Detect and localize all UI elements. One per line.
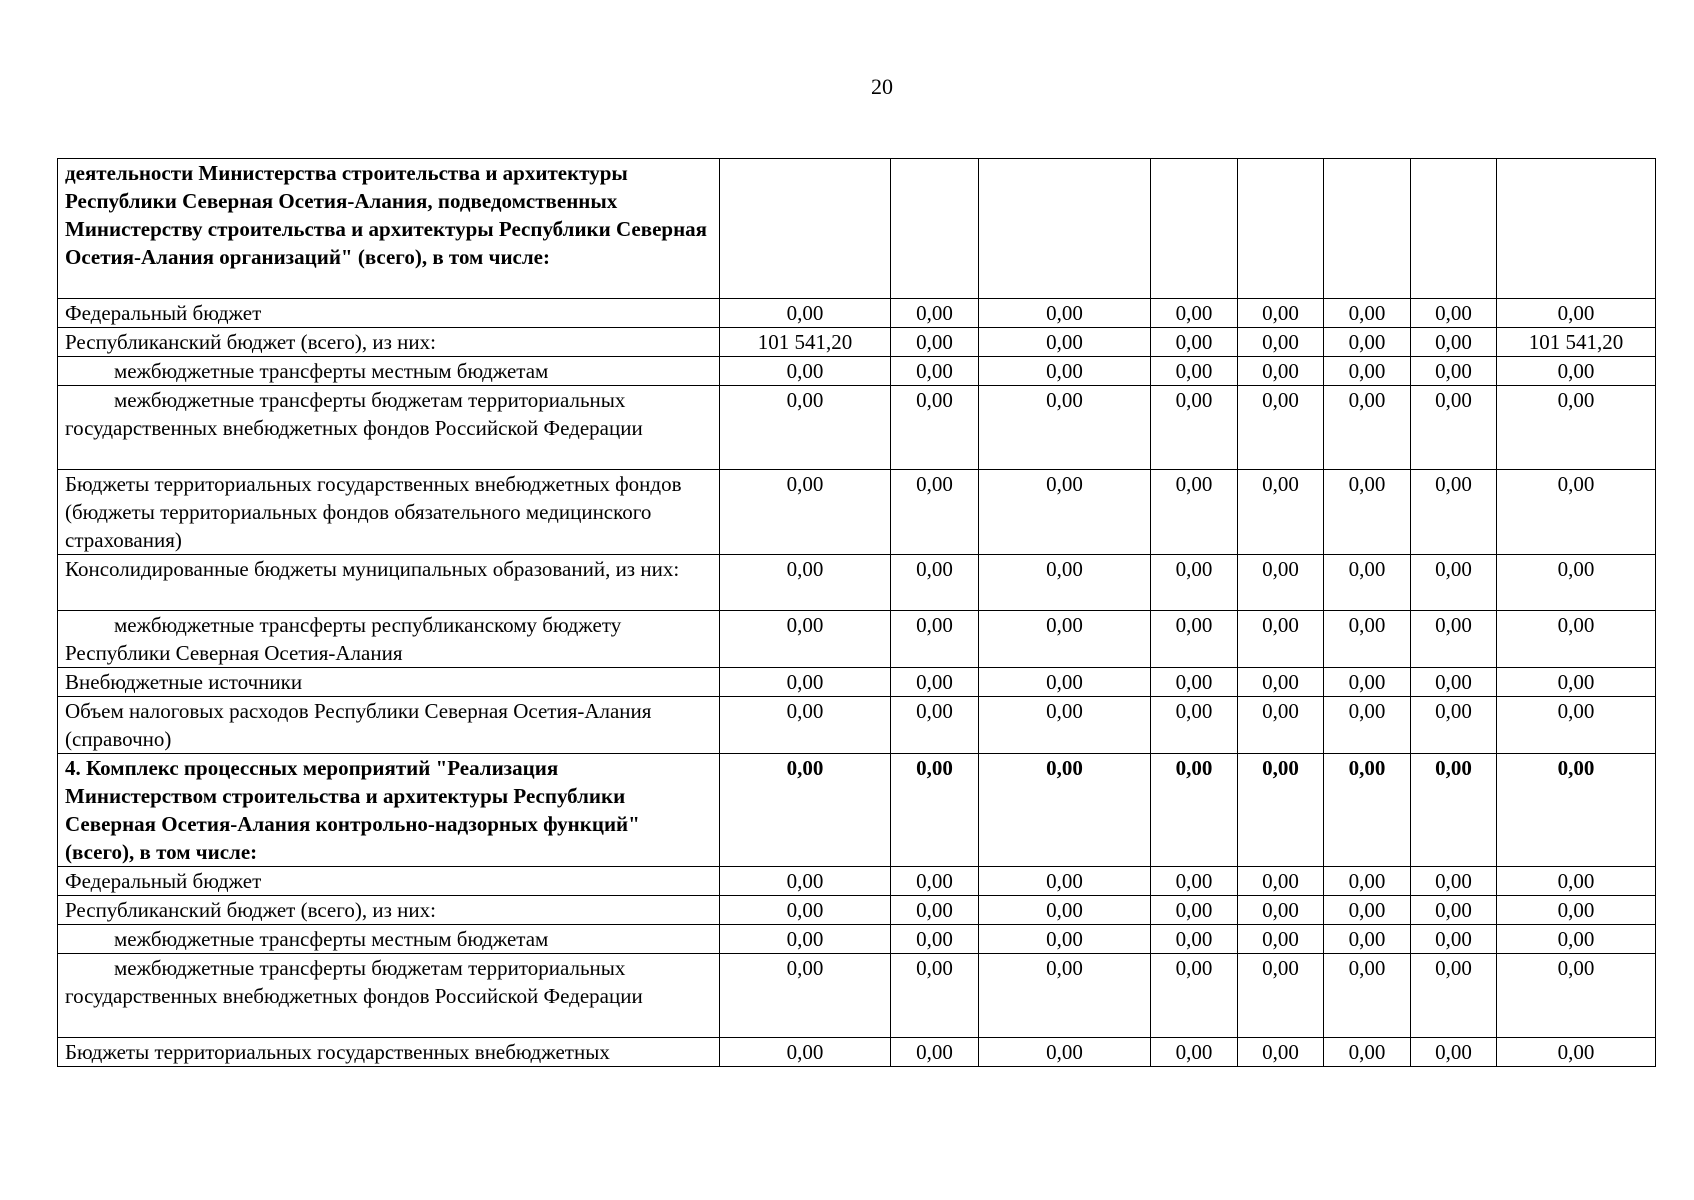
value-cell: 0,00 [979,867,1151,896]
value-cell: 0,00 [979,386,1151,470]
row-label: Бюджеты территориальных государственных внебюджетных [58,1038,720,1067]
value-cell: 0,00 [1411,954,1497,1038]
value-cell: 0,00 [720,386,891,470]
value-cell: 0,00 [1151,925,1238,954]
value-cell: 0,00 [1324,954,1411,1038]
table-row [58,555,1656,611]
value-cell: 0,00 [979,470,1151,555]
table-row [58,925,1656,954]
value-cell: 0,00 [720,357,891,386]
value-cell [720,159,891,299]
table-row [58,697,1656,754]
value-cell: 0,00 [1411,470,1497,555]
row-label: Бюджеты территориальных государственных внебюджетных фондов (бюджеты территориальных фондов обязательного медицинского страхования) [58,470,720,555]
value-cell: 0,00 [720,896,891,925]
value-cell: 0,00 [891,357,979,386]
value-cell: 0,00 [1238,611,1324,668]
value-cell: 0,00 [891,754,979,867]
value-cell: 0,00 [720,299,891,328]
value-cell: 0,00 [1238,555,1324,611]
value-cell: 0,00 [1238,925,1324,954]
value-cell: 0,00 [1324,668,1411,697]
value-cell [1497,159,1656,299]
value-cell: 0,00 [1497,386,1656,470]
value-cell: 0,00 [979,1038,1151,1067]
value-cell: 0,00 [1497,299,1656,328]
row-label: Объем налоговых расходов Республики Северная Осетия-Алания (справочно) [58,697,720,754]
value-cell: 0,00 [1324,697,1411,754]
budget-table-body [58,159,1656,1067]
value-cell: 0,00 [1151,328,1238,357]
value-cell: 0,00 [891,328,979,357]
value-cell: 0,00 [1324,299,1411,328]
value-cell: 0,00 [1497,867,1656,896]
value-cell: 0,00 [891,668,979,697]
value-cell: 0,00 [1497,470,1656,555]
value-cell: 0,00 [1411,697,1497,754]
page-number: 20 [871,74,893,99]
value-cell: 0,00 [1411,867,1497,896]
value-cell: 0,00 [1497,668,1656,697]
row-label: Консолидированные бюджеты муниципальных образований, из них: [58,555,720,611]
value-cell: 0,00 [1151,611,1238,668]
value-cell: 0,00 [1497,555,1656,611]
value-cell: 0,00 [1411,328,1497,357]
value-cell: 0,00 [720,925,891,954]
value-cell: 0,00 [1238,357,1324,386]
value-cell: 0,00 [1151,555,1238,611]
row-label: Республиканский бюджет (всего), из них: [58,896,720,925]
value-cell: 0,00 [1324,470,1411,555]
value-cell: 0,00 [891,555,979,611]
value-cell: 0,00 [1238,867,1324,896]
value-cell: 0,00 [1324,611,1411,668]
row-label: Федеральный бюджет [58,867,720,896]
value-cell: 0,00 [1324,925,1411,954]
value-cell: 0,00 [1411,1038,1497,1067]
row-label: Республиканский бюджет (всего), из них: [58,328,720,357]
value-cell: 0,00 [891,611,979,668]
value-cell: 0,00 [1151,697,1238,754]
value-cell: 0,00 [1324,867,1411,896]
row-label: межбюджетные трансферты бюджетам территориальных государственных внебюджетных фондов Российской Федерации [58,954,720,1038]
table-row [58,159,1656,299]
value-cell: 0,00 [1151,386,1238,470]
value-cell: 0,00 [979,611,1151,668]
value-cell: 0,00 [1497,611,1656,668]
value-cell: 0,00 [1238,386,1324,470]
table-row [58,299,1656,328]
row-label: Федеральный бюджет [58,299,720,328]
value-cell: 0,00 [1238,328,1324,357]
table-row [58,954,1656,1038]
row-label: 4. Комплекс процессных мероприятий "Реализация Министерством строительства и архитектуры Республики Северная Осетия-Алания контрольно-надзорных функций" (всего), в том числе: [58,754,720,867]
value-cell: 0,00 [891,697,979,754]
table-row [58,386,1656,470]
value-cell: 0,00 [1324,357,1411,386]
value-cell: 0,00 [1497,925,1656,954]
value-cell: 0,00 [720,697,891,754]
value-cell: 0,00 [891,470,979,555]
value-cell: 0,00 [1411,925,1497,954]
value-cell [1411,159,1497,299]
row-label: Внебюджетные источники [58,668,720,697]
value-cell: 0,00 [1411,386,1497,470]
value-cell: 0,00 [720,954,891,1038]
value-cell: 0,00 [1238,896,1324,925]
value-cell: 0,00 [720,867,891,896]
value-cell: 0,00 [891,1038,979,1067]
value-cell: 0,00 [1151,867,1238,896]
value-cell: 0,00 [1238,754,1324,867]
value-cell: 0,00 [1151,357,1238,386]
table-row [58,1038,1656,1067]
table-row [58,357,1656,386]
value-cell: 0,00 [1238,299,1324,328]
value-cell: 0,00 [720,470,891,555]
value-cell: 0,00 [1151,668,1238,697]
table-row [58,754,1656,867]
value-cell: 0,00 [1411,754,1497,867]
value-cell: 0,00 [720,611,891,668]
value-cell: 0,00 [979,896,1151,925]
value-cell: 0,00 [891,386,979,470]
value-cell: 0,00 [1151,754,1238,867]
value-cell: 0,00 [1411,357,1497,386]
table-row [58,668,1656,697]
value-cell: 0,00 [979,357,1151,386]
value-cell: 101 541,20 [720,328,891,357]
value-cell: 0,00 [1151,954,1238,1038]
value-cell: 0,00 [1324,754,1411,867]
value-cell: 0,00 [720,1038,891,1067]
row-label: межбюджетные трансферты бюджетам территориальных государственных внебюджетных фондов Российской Федерации [58,386,720,470]
value-cell: 0,00 [1411,611,1497,668]
value-cell: 0,00 [720,754,891,867]
value-cell: 0,00 [1324,328,1411,357]
value-cell [1151,159,1238,299]
table-row [58,867,1656,896]
value-cell: 0,00 [979,299,1151,328]
row-label: межбюджетные трансферты республиканскому бюджету Республики Северная Осетия-Алания [58,611,720,668]
table-row [58,896,1656,925]
value-cell: 0,00 [1497,896,1656,925]
value-cell: 0,00 [979,954,1151,1038]
value-cell: 0,00 [1238,1038,1324,1067]
value-cell: 0,00 [1151,1038,1238,1067]
value-cell: 0,00 [1497,1038,1656,1067]
value-cell: 0,00 [1411,299,1497,328]
value-cell: 0,00 [720,555,891,611]
value-cell [1238,159,1324,299]
value-cell: 0,00 [1238,697,1324,754]
value-cell: 0,00 [891,867,979,896]
value-cell: 0,00 [1497,357,1656,386]
budget-table [57,158,1656,1067]
value-cell: 0,00 [1324,555,1411,611]
value-cell: 0,00 [1497,754,1656,867]
table-row [58,470,1656,555]
value-cell [891,159,979,299]
value-cell: 0,00 [891,925,979,954]
value-cell: 0,00 [1324,386,1411,470]
value-cell: 0,00 [1411,668,1497,697]
value-cell: 0,00 [979,925,1151,954]
value-cell: 0,00 [1238,470,1324,555]
value-cell [1324,159,1411,299]
table-row [58,328,1656,357]
value-cell: 0,00 [720,668,891,697]
value-cell [979,159,1151,299]
value-cell: 0,00 [979,555,1151,611]
value-cell: 101 541,20 [1497,328,1656,357]
value-cell: 0,00 [891,954,979,1038]
value-cell: 0,00 [891,896,979,925]
value-cell: 0,00 [1151,299,1238,328]
row-label: деятельности Министерства строительства и архитектуры Республики Северная Осетия-Алания, подведомственных Министерству строительства и архитектуры Республики Северная Осетия-Алания организаций" (всего), в том числе: [58,159,720,299]
value-cell: 0,00 [979,754,1151,867]
value-cell: 0,00 [1151,896,1238,925]
value-cell: 0,00 [1497,697,1656,754]
value-cell: 0,00 [979,328,1151,357]
value-cell: 0,00 [1411,555,1497,611]
value-cell: 0,00 [1411,896,1497,925]
value-cell: 0,00 [891,299,979,328]
value-cell: 0,00 [1497,954,1656,1038]
table-row [58,611,1656,668]
value-cell: 0,00 [1238,668,1324,697]
value-cell: 0,00 [979,668,1151,697]
value-cell: 0,00 [1324,896,1411,925]
value-cell: 0,00 [1151,470,1238,555]
row-label: межбюджетные трансферты местным бюджетам [58,925,720,954]
value-cell: 0,00 [1324,1038,1411,1067]
value-cell: 0,00 [1238,954,1324,1038]
value-cell: 0,00 [979,697,1151,754]
row-label: межбюджетные трансферты местным бюджетам [58,357,720,386]
